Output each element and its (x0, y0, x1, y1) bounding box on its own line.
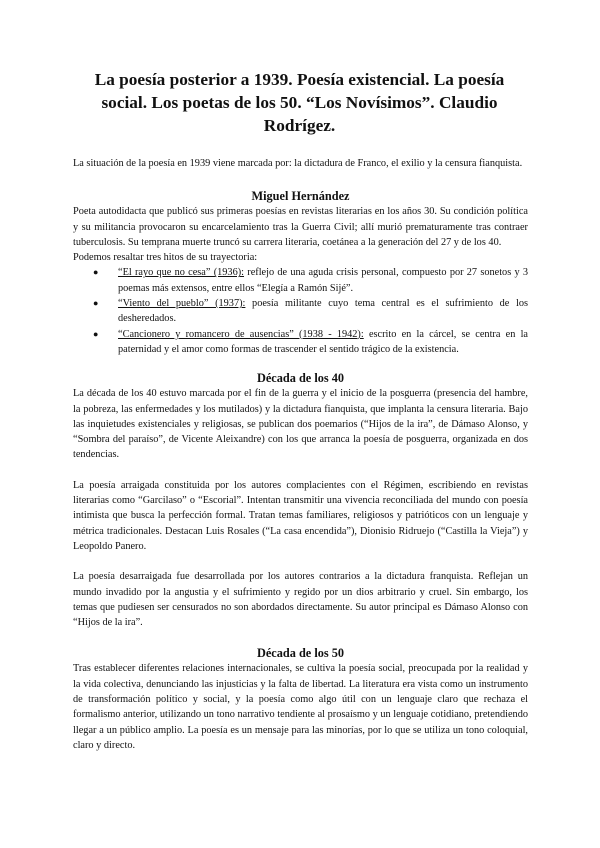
section-heading-50s: Década de los 50 (256, 646, 345, 661)
work-description: poesía militante cuyo tema central es el sufrimiento de los desheredados. (118, 298, 529, 325)
page-title: La poesía posterior a 1939. Poesía existencial. La poesía social. Los poetas de los 50. “Los Novísimos”. Claudio Rodrígez. (94, 70, 505, 135)
work-title: “Cancionero y romancero de ausencias” (1938 - 1942): (118, 328, 364, 340)
list-item (118, 296, 528, 327)
work-title: “El rayo que no cesa” (1936): (118, 267, 245, 279)
work-title: “Viento del pueblo” (1937): (118, 298, 246, 310)
work-description: escrito en la cárcel, se centra en la paternidad y el amor como formas de trascender el sentido trágico de la existencia. (118, 328, 528, 355)
d50-paragraph-1: Tras establecer diferentes relaciones internacionales, se cultiva la poesía social, preocupada por la realidad y la vida colectiva, denunciando las injusticias y la falta de libertad. La literatura era vista como un instrumento de transformación político y social, y la poesía como algo útil con un lenguaje claro que rechaza el formalismo anterior, utilizando un tono narrativo tendiente al prosaísmo y un lenguaje cotidiano, pretendiendo llegar a un público amplio. La poesía es un mensaje para las minorías, por lo que se utiliza un tono coloquial, claro y directo. (73, 663, 528, 751)
list-item (118, 327, 528, 358)
d40-paragraph-1: La década de los 40 estuvo marcada por el fin de la guerra y el inicio de la posguerra (presencia del hambre, la pobreza, las enfermedades y los mutilados) y la dictadura fianquista, que implanta la censura literaria. Bajo las inquietudes existenciales y religiosas, se publican dos poemarios (“Hijos de la ira”, de Dámaso Alonso, y “Sombra del paraíso”, de Vicente Aleixandre) con los que arranca la poesía de posguerra, organizada en dos tendencias. (73, 388, 528, 461)
milestones-list (73, 265, 528, 357)
intro-paragraph: La situación de la poesía en 1939 viene marcada por: la dictadura de Franco, el exilio y la censura fianquista. (73, 158, 523, 169)
miguel-paragraph: Poeta autodidacta que publicó sus primeras poesías en revistas literarias en los años 30. Su condición política y su militancia provocaron su encarcelamiento tras la Guerra Civil; allí murió prematuramente tras contraer tuberculosis. Su temprana muerte truncó su carrera literaria, coetánea a la generación del 27 y de los 40. (73, 206, 528, 248)
work-description: reflejo de una aguda crisis personal, compuesto por 27 sonetos y 3 poemas más extensos, entre ellos “Elegía a Ramón Sijé”. (118, 267, 529, 294)
section-heading-miguel: Miguel Hernández (251, 189, 350, 204)
d40-paragraph-2: La poesía arraigada constituida por los autores complacientes con el Régimen, escribiendo en revistas literarias como “Garcilaso” o “Escorial”. Intentan transmitir una vivencia reconciliada del mundo con poesía intimista que busca la perfección formal. Tratan temas familiares, religiosos y patrióticos con un lenguaje y métrica tradicionales. Destacan Luis Rosales (“La casa encendida”), Dionisio Ridruejo (“Castilla la Vieja”) y Leopoldo Panero. (73, 479, 528, 552)
section-heading-40s: Década de los 40 (256, 371, 345, 386)
miguel-lead: Podemos resaltar tres hitos de su trayectoria: (73, 252, 258, 264)
d40-paragraph-3: La poesía desarraigada fue desarrollada por los autores contrarios a la dictadura franquista. Reflejan un mundo invadido por la angustia y el sufrimiento y regido por un dios arbitrario y cruel. Sin embargo, los temas que pudiesen ser censurados no son abordados directamente. Su autor principal es Dámaso Alonso con “Hijos de la ira”. (73, 571, 528, 629)
list-item (118, 265, 528, 296)
